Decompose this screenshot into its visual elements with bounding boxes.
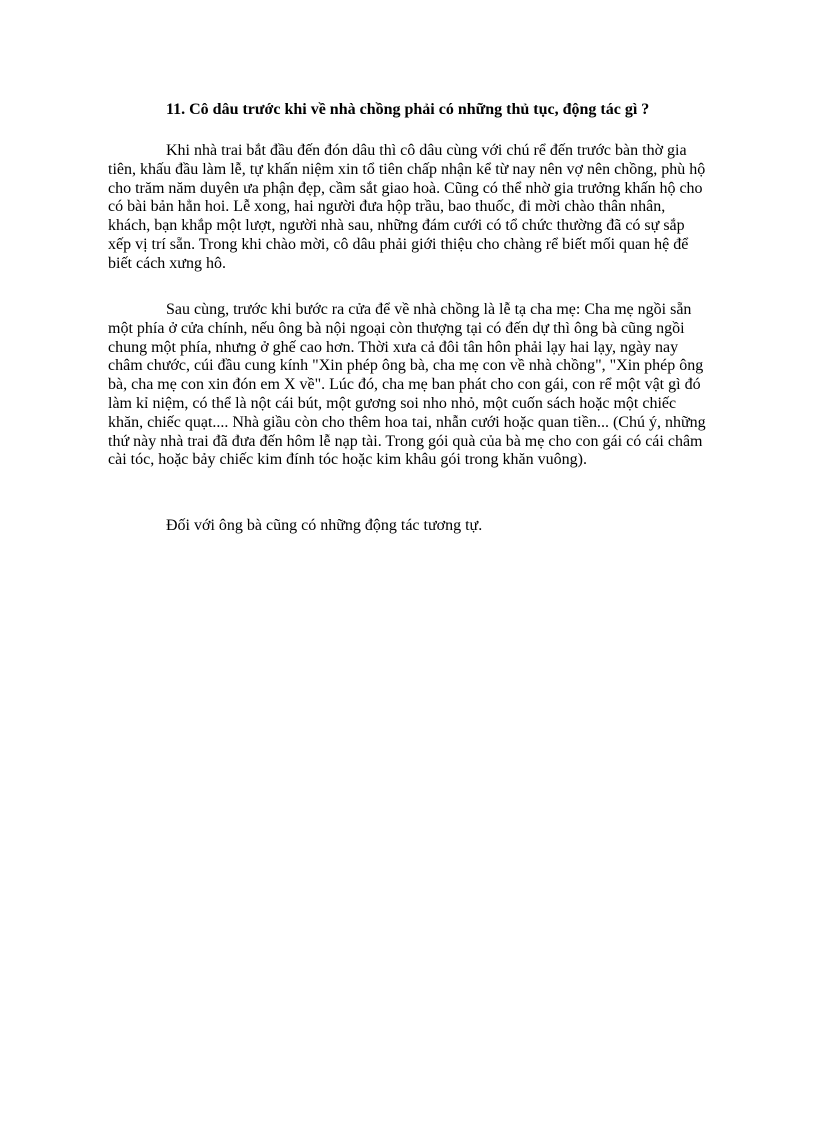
paragraph-2: Sau cùng, trước khi bước ra cửa để về nhà chồng là lễ tạ cha mẹ: Cha mẹ ngồi sẵn một phía ở cửa chính, nếu ông bà nội ngoại còn thượng tại có đến dự thì ông bà cũng ngồi chung một phía, nhưng ở ghế cao hơn. Thời xưa cả đôi tân hôn phải lạy hai lạy, ngày nay châm chước, cúi đầu cung kính "Xin phép ông bà, cha mẹ con về nhà chồng", "Xin phép ông bà, cha mẹ con xin đón em X về". Lúc đó, cha mẹ ban phát cho con gái, con rể một vật gì đó làm kỉ niệm, có thể là nột cái bút, một gương soi nho nhỏ, một cuốn sách hoặc một chiếc khăn, chiếc quạt.... Nhà giầu còn cho thêm hoa tai, nhẫn cưới hoặc quan tiền... (Chú ý, những thứ này nhà trai đã đưa đến hôm lễ nạp tài. Trong gói quà của bà mẹ cho con gái có cái châm cài tóc, hoặc bảy chiếc kim đính tóc hoặc kim khâu gói trong khăn vuông). <box>108 301 706 469</box>
document-title: 11. Cô dâu trước khi về nhà chồng phải có những thủ tục, động tác gì ? <box>166 101 650 118</box>
paragraph-1: Khi nhà trai bắt đầu đến đón dâu thì cô dâu cùng với chú rể đến trước bàn thờ gia tiên, khấu đầu làm lễ, tự khấn niệm xin tổ tiên chấp nhận kể từ nay nên vợ nên chồng, phù hộ cho trăm năm duyên ưa phận đẹp, cầm sắt giao hoà. Cũng có thể nhờ gia trưởng khấn hộ cho có bài bản hẳn hoi. Lễ xong, hai người đưa hộp trầu, bao thuốc, đi mời chào thân nhân, khách, bạn khắp một lượt, người nhà sau, những đám cưới có tổ chức thường đã có sự sắp xếp vị trí sẵn. Trong khi chào mời, cô dâu phải giới thiệu cho chàng rể biết mối quan hệ để biết cách xưng hô. <box>108 142 706 272</box>
paragraph-3: Đối với ông bà cũng có những động tác tương tự. <box>166 517 483 534</box>
